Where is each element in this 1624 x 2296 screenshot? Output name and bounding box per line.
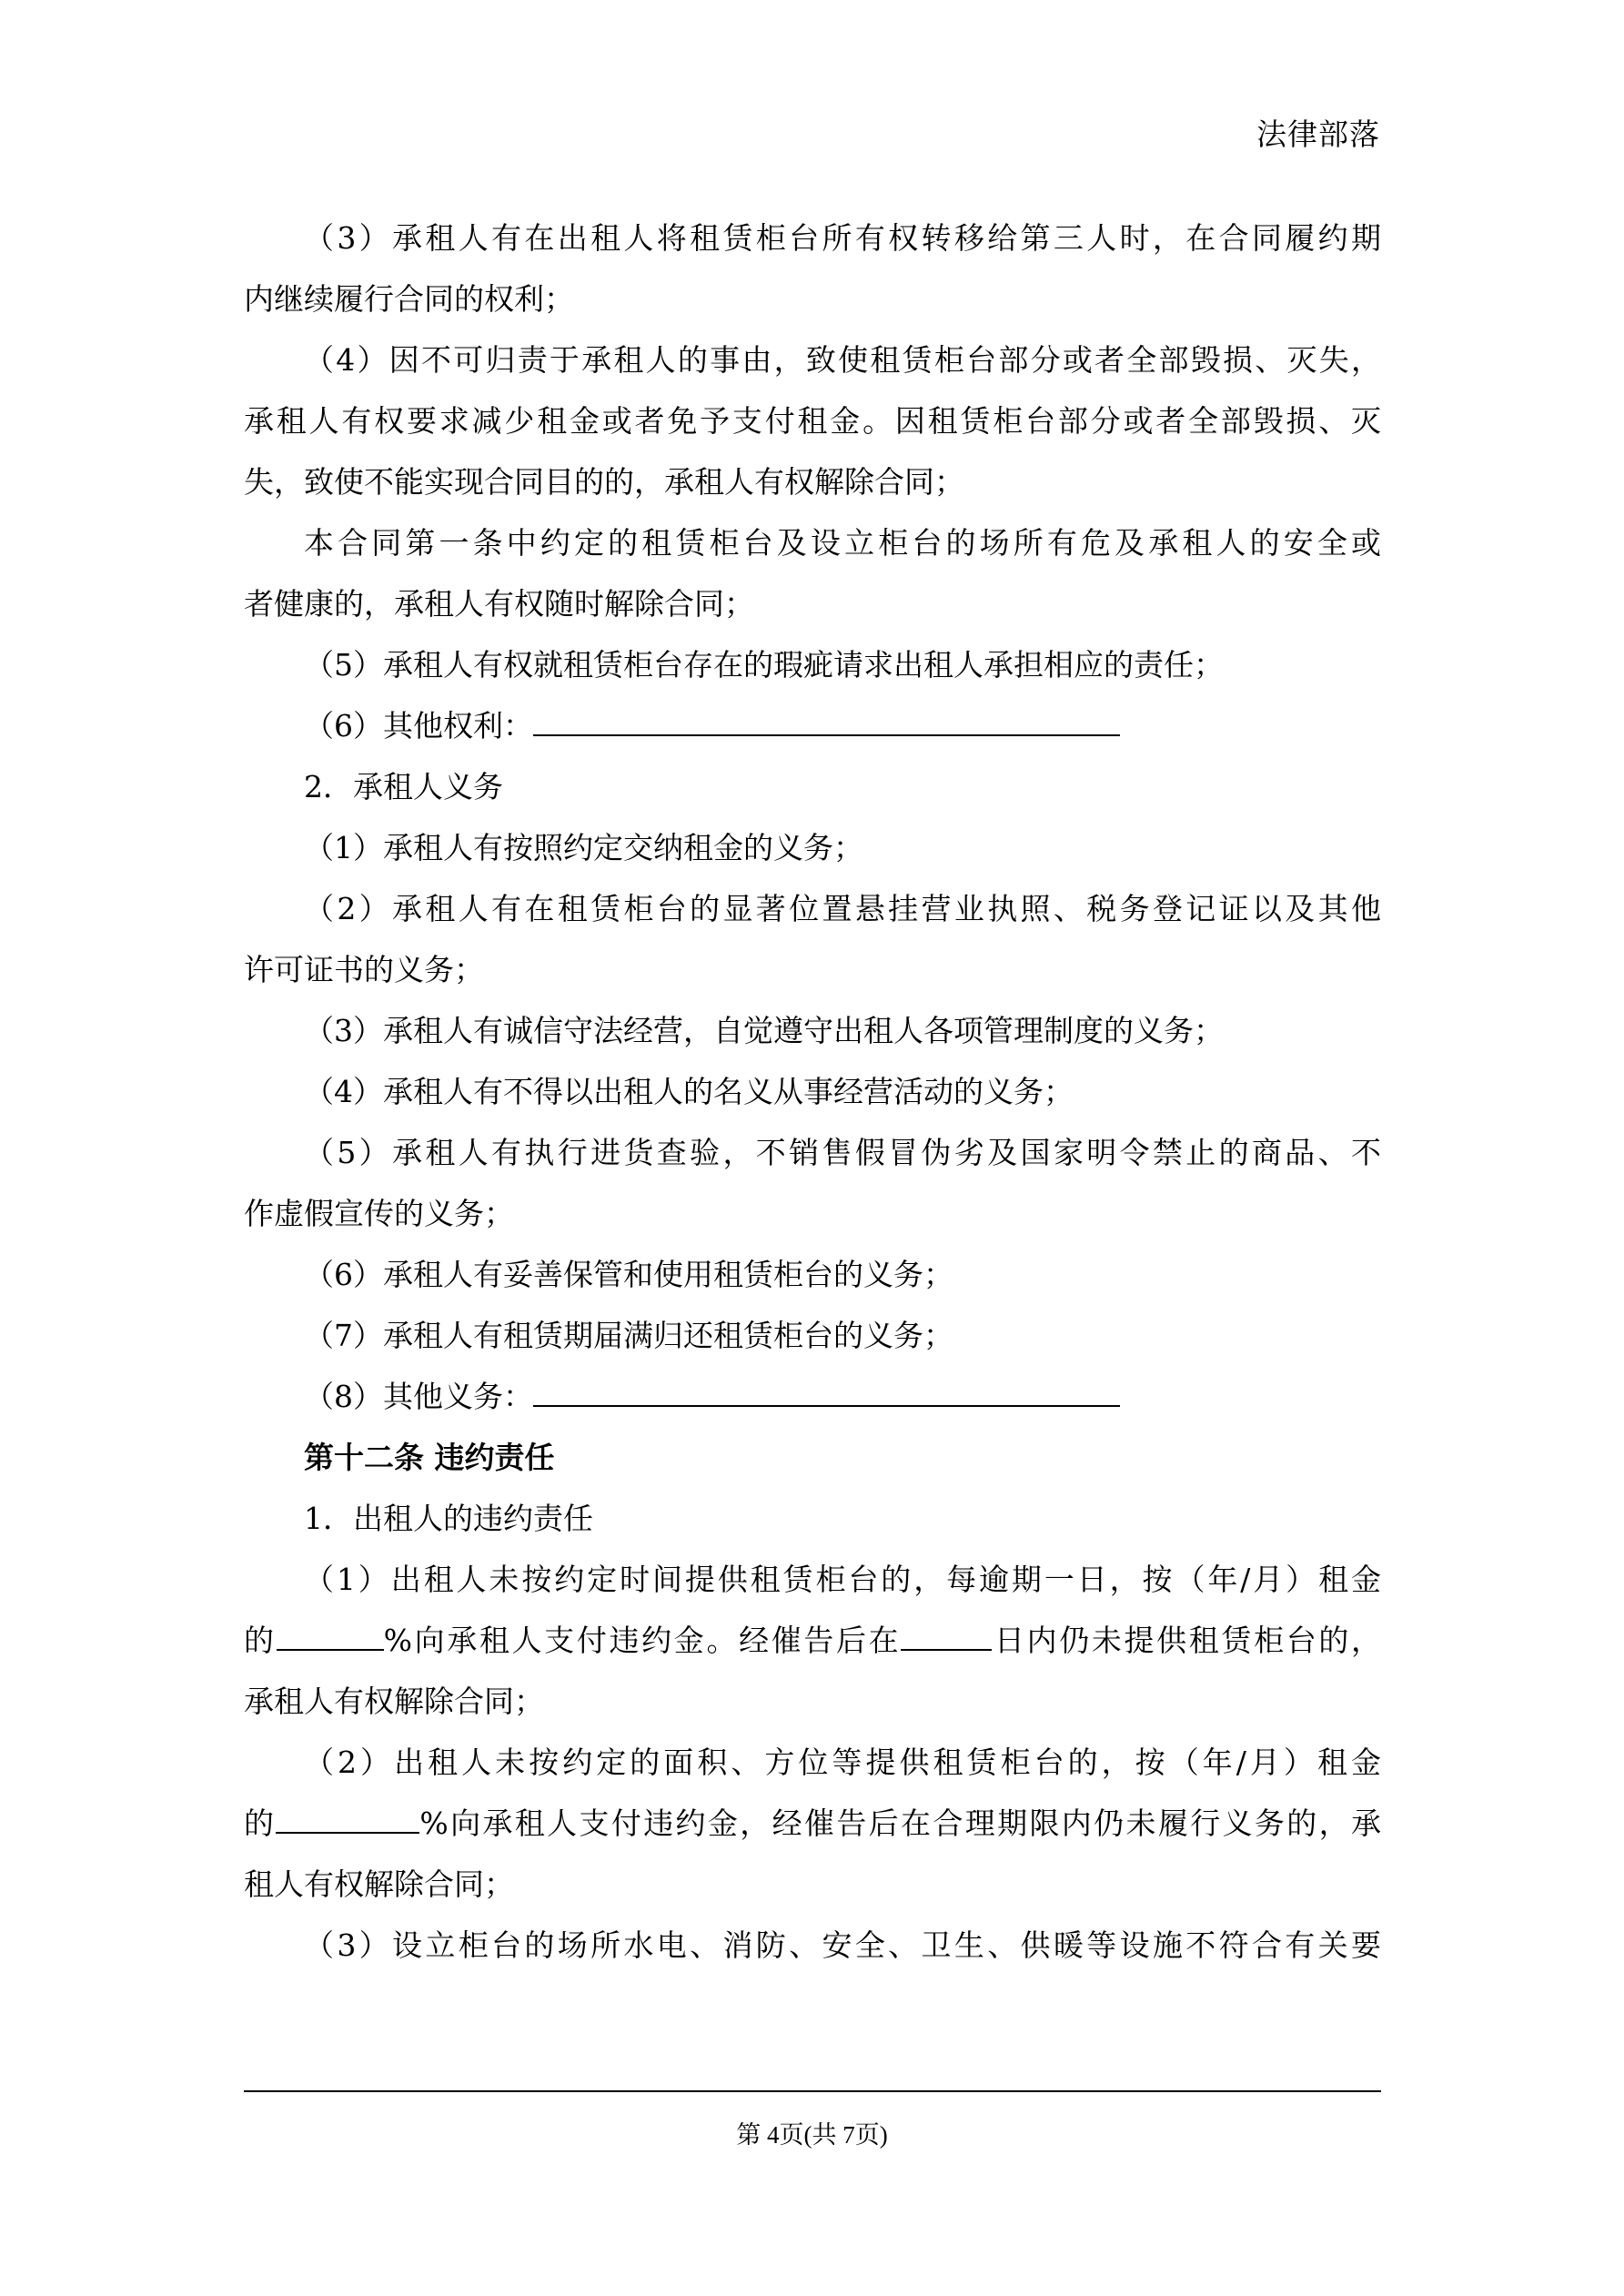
paragraph-line: 租人有权解除合同； xyxy=(244,1866,514,1902)
paragraph-line: （1）承租人有按照约定交纳租金的义务； xyxy=(304,830,863,865)
text-fragment: %向承租人支付违约金，经催告后在合理期限内仍未履行义务的，承 xyxy=(419,1805,1382,1841)
document-body xyxy=(244,207,1381,1976)
paragraph-line: 承租人有权解除合同； xyxy=(244,1684,544,1719)
other-rights-blank[interactable] xyxy=(533,707,1120,736)
paragraph-line: 者健康的，承租人有权随时解除合同； xyxy=(244,586,754,622)
paragraph-line: （3）承租人有在出租人将租赁柜台所有权转移给第三人时，在合同履约期 xyxy=(304,220,1381,256)
header-brand: 法律部落 xyxy=(1256,116,1380,152)
other-duties-line xyxy=(244,1366,1381,1427)
paragraph-line xyxy=(244,1610,1381,1671)
other-duties-blank[interactable] xyxy=(533,1378,1120,1407)
page-number: 第 4页(共 7页) xyxy=(736,2121,888,2149)
section-subtitle: 2．承租人义务 xyxy=(304,769,503,804)
paragraph-line: 作虚假宣传的义务； xyxy=(244,1196,514,1231)
paragraph-line: （6）承租人有妥善保管和使用租赁柜台的义务； xyxy=(304,1257,953,1292)
article-heading: 第十二条 违约责任 xyxy=(304,1440,555,1475)
paragraph-line: （4）承租人有不得以出租人的名义从事经营活动的义务； xyxy=(304,1074,1074,1109)
penalty-percent-blank[interactable] xyxy=(276,1805,419,1834)
paragraph-line: （2）出租人未按约定的面积、方位等提供租赁柜台的，按（年/月）租金 xyxy=(304,1745,1381,1780)
paragraph-line: 承租人有权要求减少租金或者免予支付租金。因租赁柜台部分或者全部毁损、灭 xyxy=(244,403,1381,439)
paragraph-line: （4）因不可归责于承租人的事由，致使租赁柜台部分或者全部毁损、灭失， xyxy=(304,342,1381,378)
paragraph-line: （2）承租人有在租赁柜台的显著位置悬挂营业执照、税务登记证以及其他 xyxy=(304,891,1381,926)
paragraph-line: 本合同第一条中约定的租赁柜台及设立柜台的场所有危及承租人的安全或 xyxy=(304,525,1381,561)
paragraph-line: （7）承租人有租赁期届满归还租赁柜台的义务； xyxy=(304,1318,953,1353)
text-fragment: 的 xyxy=(244,1805,277,1841)
paragraph-line: 许可证书的义务； xyxy=(244,952,484,987)
paragraph-line: （3）承租人有诚信守法经营，自觉遵守出租人各项管理制度的义务； xyxy=(304,1013,1224,1048)
paragraph-line: （5）承租人有执行进货查验，不销售假冒伪劣及国家明令禁止的商品、不 xyxy=(304,1135,1381,1170)
paragraph-line xyxy=(244,1793,1381,1854)
other-rights-line xyxy=(244,695,1381,756)
penalty-percent-blank[interactable] xyxy=(277,1622,384,1651)
paragraph-line: （3）设立柜台的场所水电、消防、安全、卫生、供暖等设施不符合有关要 xyxy=(304,1927,1381,1963)
paragraph-line: 内继续履行合同的权利； xyxy=(244,281,574,317)
text-fragment: %向承租人支付违约金。经催告后在 xyxy=(383,1623,902,1658)
paragraph-line: （5）承租人有权就租赁柜台存在的瑕疵请求出租人承担相应的责任； xyxy=(304,647,1224,683)
other-rights-label: （6）其他权利： xyxy=(304,708,533,743)
days-blank[interactable] xyxy=(901,1622,992,1651)
text-fragment: 日内仍未提供租赁柜台的， xyxy=(992,1623,1382,1658)
paragraph-line: （1）出租人未按约定时间提供租赁柜台的，每逾期一日，按（年/月）租金 xyxy=(304,1562,1381,1597)
section-subtitle: 1．出租人的违约责任 xyxy=(304,1501,593,1536)
footer-divider xyxy=(244,2090,1381,2092)
paragraph-line: 失，致使不能实现合同目的的，承租人有权解除合同； xyxy=(244,464,964,500)
other-duties-label: （8）其他义务： xyxy=(304,1379,533,1414)
text-fragment: 的 xyxy=(244,1623,277,1658)
